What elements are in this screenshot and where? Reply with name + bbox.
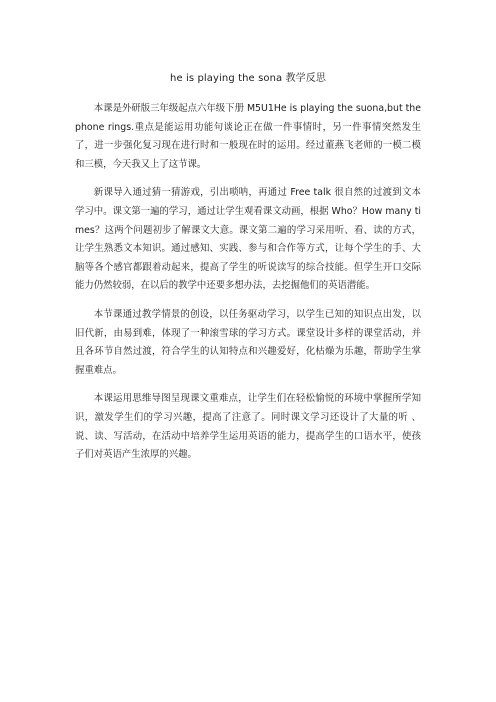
paragraph-3: 本节课通过教学情景的创设，以任务驱动学习，以学生已知的知识点出发，以旧代新，由易到难，体现了一种滚雪球的学习方式。课堂设计多样的课堂活动，并且各环节自然过渡，符合学生的认知特点和兴趣爱好，化枯燥为乐趣，帮助学生掌握重难点。: [75, 308, 421, 376]
paragraph-2: 新课导入通过猜一猜游戏，引出唢呐，再通过 Free talk 很自然的过渡到文本学习中。课文第一遍的学习，通过让学生观看课文动画，根据 Who？How many times？这两个问题初步了解课文大意。课文第二遍的学习采用听、看、读的方式，让学生熟悉文本知识。通过感知、实践、参与和合作等方式，让每个学生的手、大脑等各个感官都跟着动起来，提高了学生的听说读写的综合技能。但学生开口交际能力仍然较弱，在以后的教学中还要多想办法，去挖掘他们的英语潜能。: [75, 187, 421, 292]
paragraph-4: 本课运用思维导图呈现课文重难点，让学生们在轻松愉悦的环境中掌握所学知识，激发学生们的学习兴趣，提高了注意了。同时课文学习还设计了大量的听 、说、读、写活动，在活动中培养学生运用英语的能力，提高学生的口语水平，使孩子们对英语产生浓厚的兴趣。: [75, 393, 421, 461]
paragraph-1: 本课是外研版三年级起点六年级下册 M5U1He is playing the suona,but the phone rings.重点是能运用功能句谈论正在做一件事情时，另一件事情突然发生了，进一步强化复习现在进行时和一般现在时的运用。经过董燕飞老师的一模二模和三模，今天我又上了这节课。: [75, 103, 421, 170]
document-title: he is playing the sona 教学反思: [170, 73, 326, 84]
